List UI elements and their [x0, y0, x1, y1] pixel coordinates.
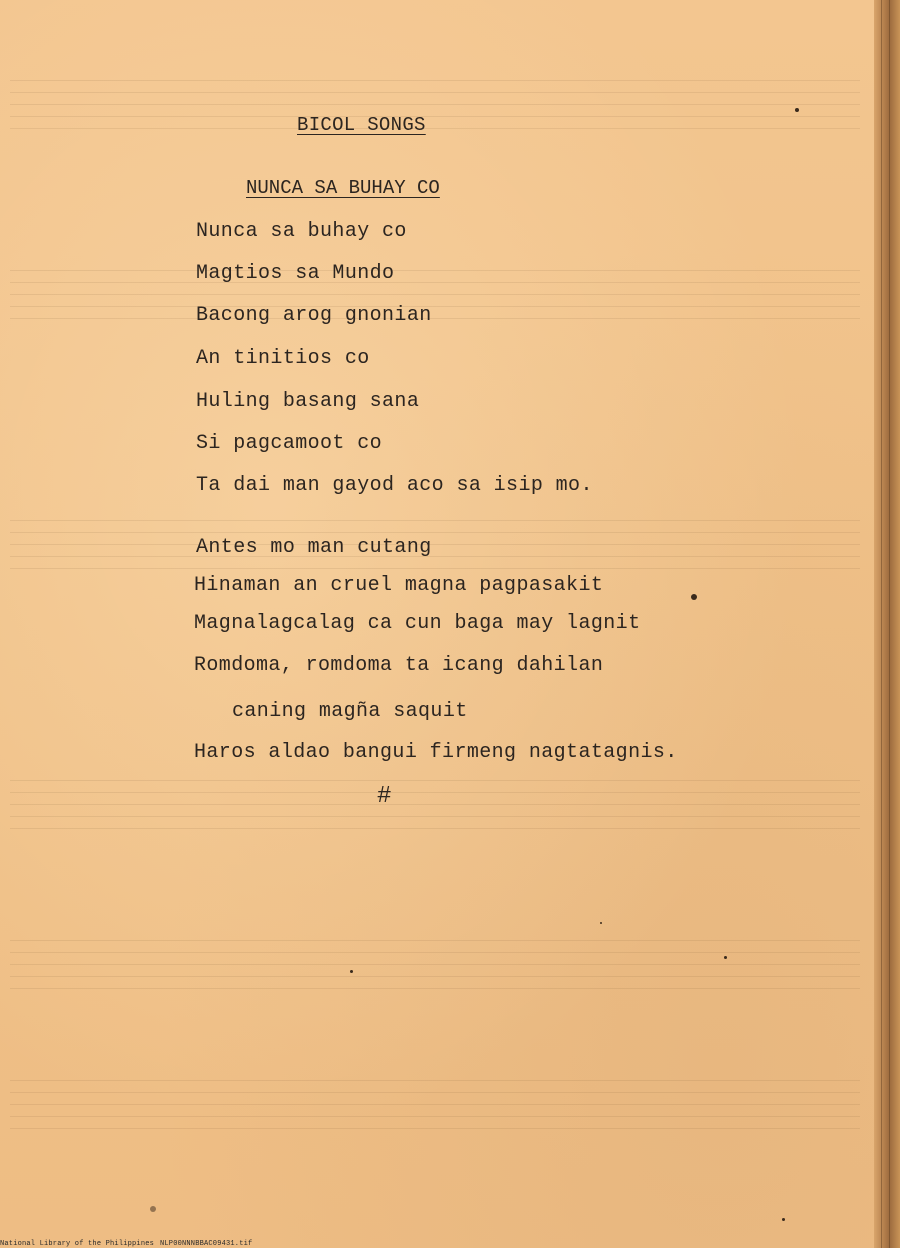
lyric-line: Huling basang sana [196, 390, 420, 413]
lyric-line: Magnalagcalag ca cun baga may lagnit [194, 612, 641, 635]
lyric-line: Nunca sa buhay co [196, 220, 407, 243]
binding-edge-line [881, 0, 882, 1248]
lyric-line: Magtios sa Mundo [196, 262, 395, 285]
footer-file-code: NLP00NNNBBAC09431.tif [160, 1240, 253, 1248]
lyric-line: Hinaman an cruel magna pagpasakit [194, 574, 604, 597]
paper-speck [600, 922, 602, 924]
lyric-line: Bacong arog gnonian [196, 304, 432, 327]
scan-footer [0, 1240, 253, 1248]
footer-source: National Library of the Philippines [0, 1240, 155, 1248]
paper-speck [795, 108, 799, 112]
lyric-line: Romdoma, romdoma ta icang dahilan [194, 654, 604, 677]
lyric-line: caning magña saquit [232, 700, 468, 723]
lyric-line: Antes mo man cutang [196, 536, 432, 559]
paper-speck [782, 1218, 785, 1221]
lyric-line: An tinitios co [196, 347, 370, 370]
lyric-line: Ta dai man gayod aco sa isip mo. [196, 474, 593, 497]
end-mark: # [377, 783, 392, 810]
paper-speck [150, 1206, 156, 1212]
lyric-line: Haros aldao bangui firmeng nagtatagnis. [194, 741, 678, 764]
document-heading: BICOL SONGS [297, 114, 426, 136]
song-title: NUNCA SA BUHAY CO [246, 177, 440, 199]
paper-speck [350, 970, 353, 973]
paper-speck [691, 594, 697, 600]
binding-edge-line [889, 0, 890, 1248]
lyric-line: Si pagcamoot co [196, 432, 383, 455]
binding-spine [874, 0, 900, 1248]
paper-speck [724, 956, 727, 959]
